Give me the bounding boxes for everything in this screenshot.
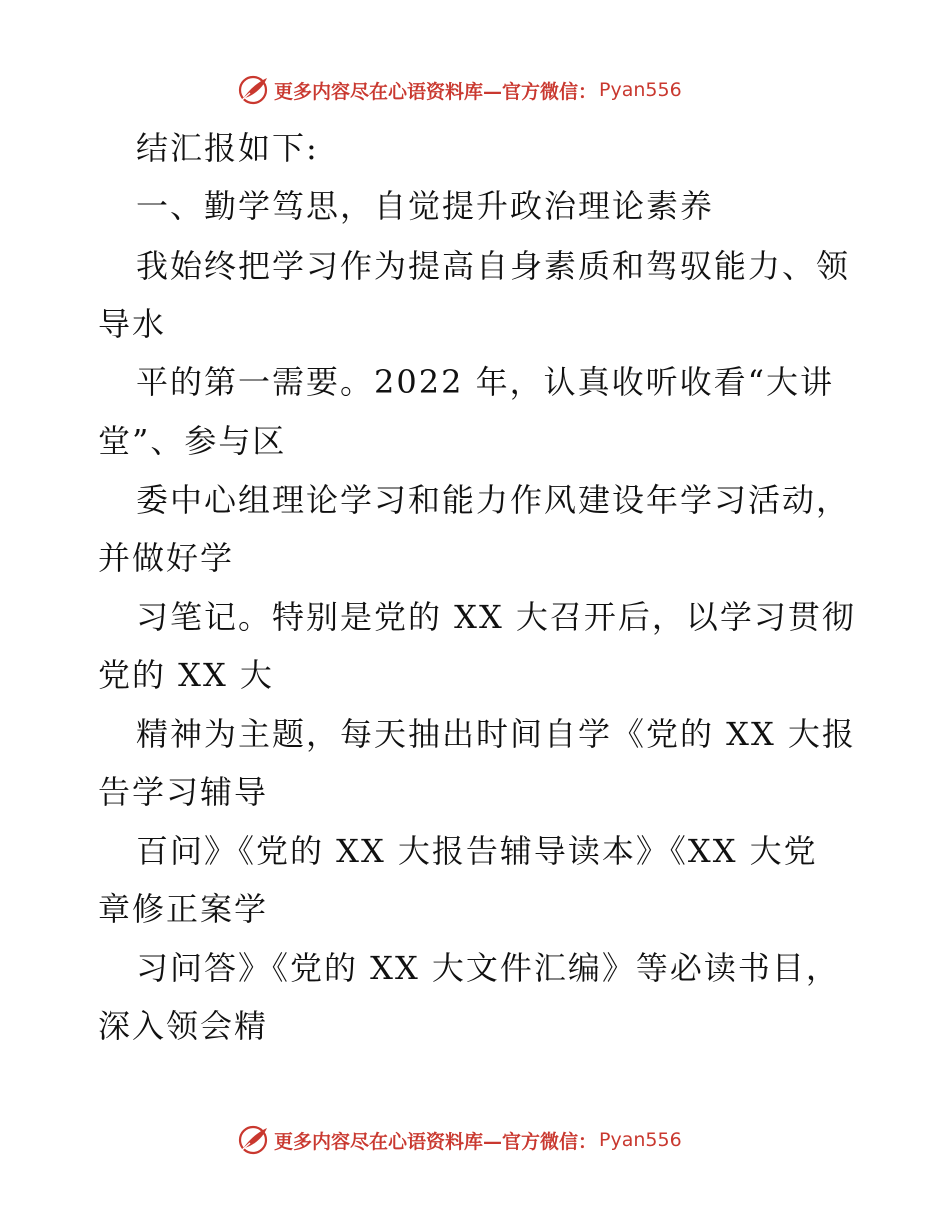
text-line: 平的第一需要。2022 年，认真收听收看“大讲 <box>136 363 834 401</box>
text-line: 告学习辅导 <box>98 773 269 811</box>
text-line: 我始终把学习作为提高自身素质和驾驭能力、领 <box>136 247 851 285</box>
banner-text: 更多内容尽在心语资料库—官方微信： <box>274 80 598 103</box>
text-line: 章修正案学 <box>98 890 269 928</box>
text-line: 堂”、参与区 <box>98 422 287 460</box>
banner-text: 更多内容尽在心语资料库—官方微信： <box>274 1130 598 1153</box>
text-line: 习问答》《党的 XX 大文件汇编》等必读书目， <box>136 949 840 987</box>
section-heading: 一、勤学笃思，自觉提升政治理论素养 <box>136 187 715 225</box>
text-line: 结汇报如下: <box>136 129 319 167</box>
text-line: 导水 <box>98 305 167 343</box>
feather-pen-logo-icon <box>236 1123 270 1157</box>
text-line: 百问》《党的 XX 大报告辅导读本》《XX 大党 <box>136 832 818 870</box>
text-line: 委中心组理论学习和能力作风建设年学习活动， <box>136 481 851 519</box>
text-line: 并做好学 <box>98 539 235 577</box>
banner-account: Pyan556 <box>599 1129 682 1151</box>
text-line: 深入领会精 <box>98 1007 269 1045</box>
text-line: 习笔记。特别是党的 XX 大召开后，以学习贯彻 <box>136 598 856 636</box>
footer-watermark-banner <box>236 1122 682 1158</box>
text-line: 党的 XX 大 <box>98 656 274 694</box>
banner-account: Pyan556 <box>599 79 682 101</box>
text-line: 精神为主题，每天抽出时间自学《党的 XX 大报 <box>136 715 856 753</box>
